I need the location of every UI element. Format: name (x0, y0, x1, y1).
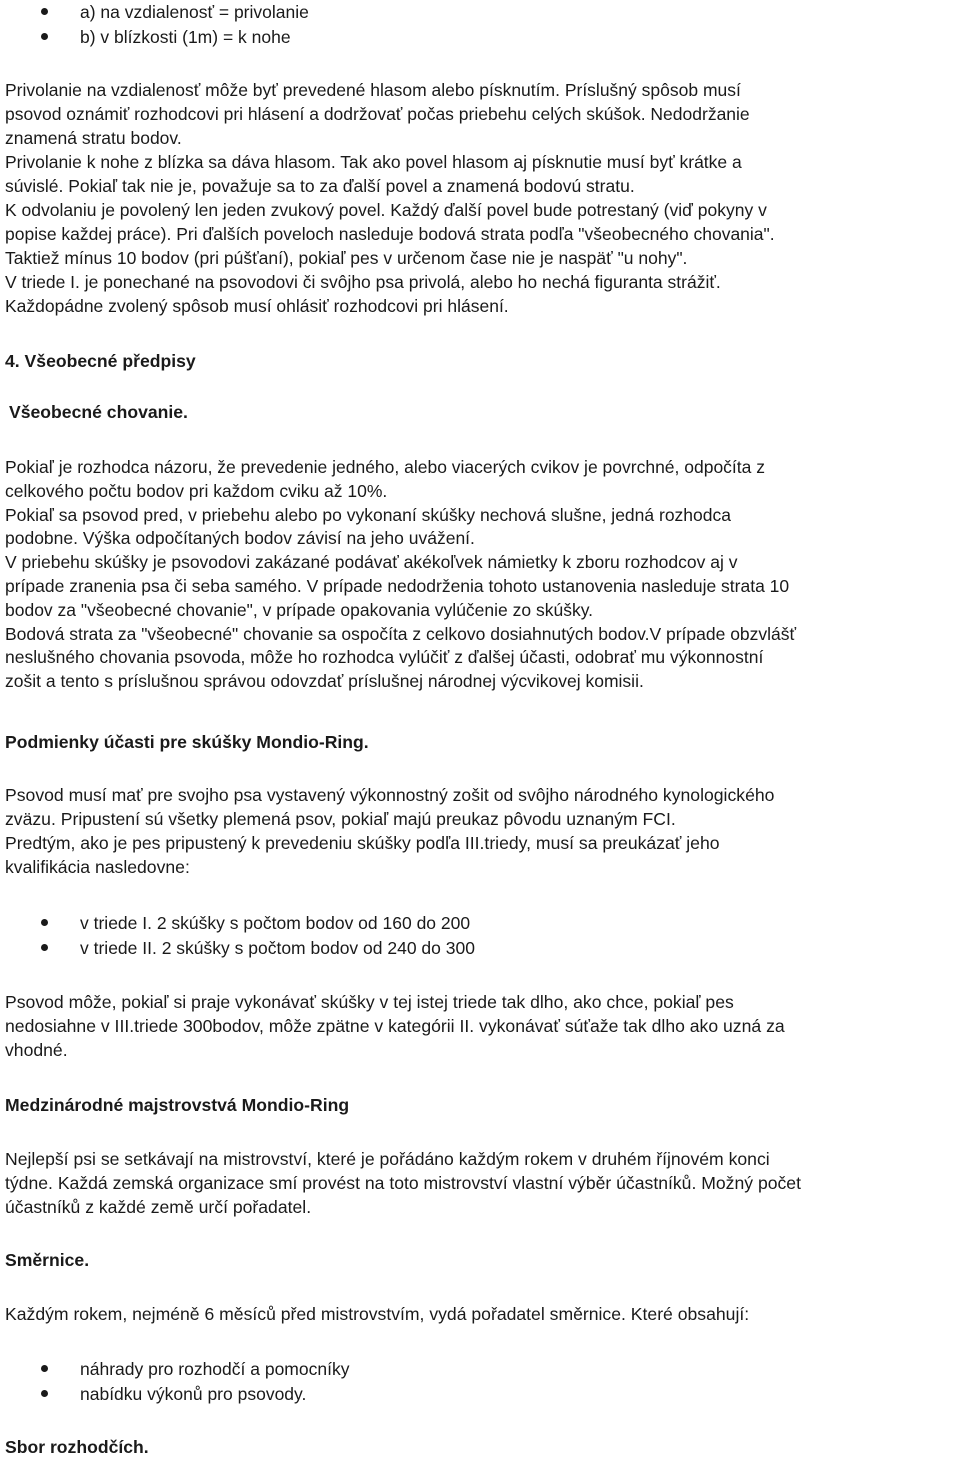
text-line: podobne. Výška odpočítaných bodov závisí na jeho uvážení. (5, 528, 475, 549)
text-line: Každým rokem, nejméně 6 měsíců před mistrovstvím, vydá pořadatel směrnice. Které obsahují: (5, 1304, 750, 1324)
text-line: bodov za "všeobecné chovanie", v prípade opakovania vylúčenie zo skúšky. (5, 599, 594, 620)
text-line: Psovod musí mať pre svojho psa vystavený výkonnostný zošit od svôjho národného kynologického (5, 785, 775, 805)
subsection-heading: Směrnice. (5, 1250, 90, 1270)
list-item (0, 911, 960, 936)
bullet-icon (41, 919, 48, 926)
text-line: Predtým, ako je pes pripustený k prevedeniu skúšky podľa III.triedy, musí sa preukázať jeho (5, 833, 720, 853)
bullet-list-guidelines (0, 1357, 960, 1407)
subsection-heading: Medzinárodné majstrovstvá Mondio-Ring (5, 1095, 350, 1115)
text-line: účastníků z každé země určí pořadatel. (5, 1197, 312, 1217)
list-item-text: v triede II. 2 skúšky s počtom bodov od 240 do 300 (80, 938, 475, 958)
bullet-icon (41, 1390, 48, 1397)
text-line: vhodné. (5, 1040, 68, 1060)
subsection-heading: Všeobecné chovanie. (9, 402, 188, 422)
text-line: nedosiahne v III.triede 300bodov, môže zpätne v kategórii II. vykonávať súťaže tak dlho ako uzná za (5, 1016, 785, 1036)
bullet-icon (41, 944, 48, 951)
list-item (0, 936, 960, 961)
subsection-heading: Sbor rozhodčích. (5, 1437, 149, 1457)
text-line: V priebehu skúšky je psovodovi zakázané podávať akékoľvek námietky k zboru rozhodcov aj v (5, 552, 738, 573)
text-line: Privolanie k nohe z blízka sa dáva hlasom. Tak ako povel hlasom aj písknutie musí byť krátke a (5, 152, 742, 172)
bullet-icon (41, 33, 48, 40)
text-line: neslušného chovania psovoda, môže ho rozhodca vylúčiť z ďalšej účasti, odobrať mu výkonnostní (5, 647, 764, 668)
text-line: V triede I. je ponechané na psovodovi či svôjho psa privolá, alebo ho nechá figuranta strážiť. (5, 272, 721, 292)
text-line: prípade zranenia psa či seba samého. V prípade nedodrženia tohoto ustanovenia nasleduje strata 10 (5, 575, 790, 596)
text-line: psovod oznámiť rozhodcovi pri hlásení a dodržovať počas priebehu celých skúšok. Nedodržanie (5, 104, 750, 124)
paragraph-guidelines (5, 1302, 955, 1326)
list-item-text: nabídku výkonů pro psovody. (80, 1384, 307, 1404)
text-line: týdne. Každá zemská organizace smí provést na toto mistrovství vlastní výběr účastníků. Možný počet (5, 1173, 801, 1193)
text-line: K odvolaniu je povolený len jeden zvukový povel. Každý ďalší povel bude potrestaný (viď pokyny v (5, 200, 767, 220)
text-line: popise každej práce). Pri ďalších poveloch nasleduje bodová strata podľa "všeobecného chovania". (5, 224, 775, 244)
bullet-list-recall-types (0, 0, 960, 50)
text-line: zväzu. Pripustení sú všetky plemená psov, pokiaľ majú preukaz pôvodu uznaným FCI. (5, 809, 676, 829)
text-line: znamená stratu bodov. (5, 128, 182, 148)
list-item (0, 25, 960, 50)
list-item (0, 0, 960, 25)
list-item-text: náhrady pro rozhodčí a pomocníky (80, 1359, 350, 1379)
list-item (0, 1357, 960, 1382)
text-line: kvalifikácia nasledovne: (5, 857, 190, 877)
text-line: Každopádne zvolený spôsob musí ohlásiť rozhodcovi pri hlásení. (5, 296, 509, 316)
bullet-list-qualification (0, 911, 960, 961)
text-line: Pokiaľ je rozhodca názoru, že prevedenie jedného, alebo viacerých cvikov je povrchné, odpočíta z (5, 457, 766, 477)
bullet-icon (41, 8, 48, 15)
list-item (0, 1382, 960, 1407)
text-line: Taktiež mínus 10 bodov (pri púšťaní), pokiaľ pes v určenom čase nie je naspäť "u nohy". (5, 248, 688, 268)
text-line: Privolanie na vzdialenosť môže byť prevedené hlasom alebo písknutím. Príslušný spôsob musí (5, 80, 741, 100)
section-heading: 4. Všeobecné předpisy (5, 351, 196, 371)
text-line: celkového počtu bodov pri každom cviku až 10%. (5, 480, 388, 501)
text-line: Pokiaľ sa psovod pred, v priebehu alebo po vykonaní skúšky nechová slušne, jedná rozhodca (5, 504, 731, 525)
paragraph-participation-conditions (5, 783, 955, 879)
paragraph-recall-rules (5, 78, 955, 318)
text-line: súvislé. Pokiaľ tak nie je, považuje sa to za ďalší povel a znamená bodovú stratu. (5, 176, 635, 196)
paragraph-class-continuation (5, 990, 955, 1062)
text-line: zošit a tento s príslušnou správou odovzdať príslušnej národnej výcvikovej komisii. (5, 671, 644, 692)
paragraph-general-behavior (5, 456, 955, 694)
bullet-icon (41, 1365, 48, 1372)
text-line: Nejlepší psi se setkávají na mistrovství, které je pořádáno každým rokem v druhém říjnovém konci (5, 1149, 770, 1169)
subsection-heading: Podmienky účasti pre skúšky Mondio-Ring. (5, 732, 369, 752)
text-line: Psovod môže, pokiaľ si praje vykonávať skúšky v tej istej triede tak dlho, ako chce, pokiaľ pes (5, 992, 734, 1012)
text-line: Bodová strata za "všeobecné" chovanie sa ospočíta z celkovo dosiahnutých bodov.V prípade obzvlášť (5, 623, 797, 644)
list-item-text: b) v blízkosti (1m) = k nohe (80, 27, 291, 47)
paragraph-championship (5, 1147, 955, 1219)
list-item-text: a) na vzdialenosť = privolanie (80, 2, 309, 22)
list-item-text: v triede I. 2 skúšky s počtom bodov od 160 do 200 (80, 913, 471, 933)
